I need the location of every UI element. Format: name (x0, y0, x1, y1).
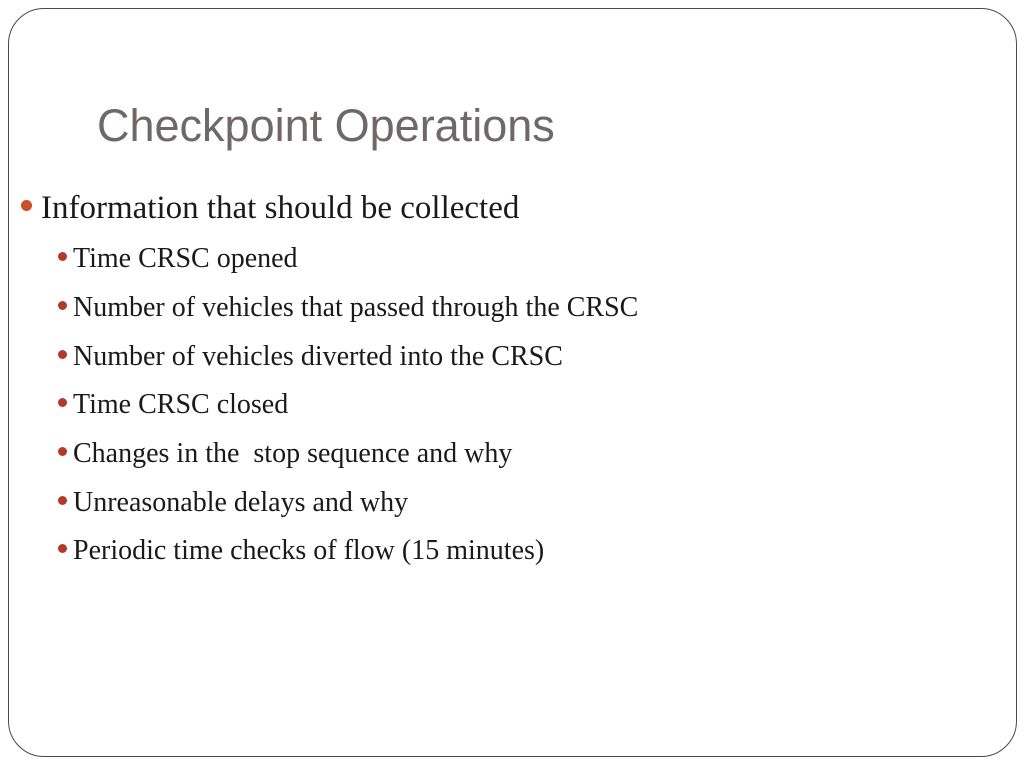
sub-bullet-list (21, 235, 638, 576)
bullet-dot-icon (58, 447, 67, 456)
sub-bullet-text: Time CRSC closed (73, 389, 289, 421)
bullet-dot-icon (58, 350, 67, 359)
sub-bullet-item (58, 527, 638, 576)
bullet-dot-icon (58, 301, 67, 310)
sub-bullet-text: Periodic time checks of flow (15 minutes) (73, 535, 545, 567)
slide-title: Checkpoint Operations (97, 100, 555, 151)
sub-bullet-text: Number of vehicles that passed through the CRSC (73, 292, 639, 324)
bullet-dot-icon (58, 496, 67, 505)
bullet-list (21, 185, 638, 576)
bullet-dot-icon (21, 200, 32, 211)
sub-bullet-item (58, 430, 638, 479)
sub-bullet-item (58, 478, 638, 527)
slide-frame (8, 8, 1017, 757)
sub-bullet-item (58, 381, 638, 430)
sub-bullet-item (58, 235, 638, 284)
bullet-dot-icon (58, 544, 67, 553)
bullet-dot-icon (58, 252, 67, 261)
sub-bullet-item (58, 284, 638, 333)
bullet-dot-icon (58, 398, 67, 407)
bullet-text: Information that should be collected (41, 189, 520, 226)
sub-bullet-text: Changes in the stop sequence and why (73, 438, 513, 470)
bullet-item-level1 (21, 185, 638, 576)
sub-bullet-item (58, 332, 638, 381)
sub-bullet-text: Unreasonable delays and why (73, 486, 409, 518)
sub-bullet-text: Number of vehicles diverted into the CRSC (73, 340, 563, 372)
sub-bullet-text: Time CRSC opened (73, 243, 298, 275)
